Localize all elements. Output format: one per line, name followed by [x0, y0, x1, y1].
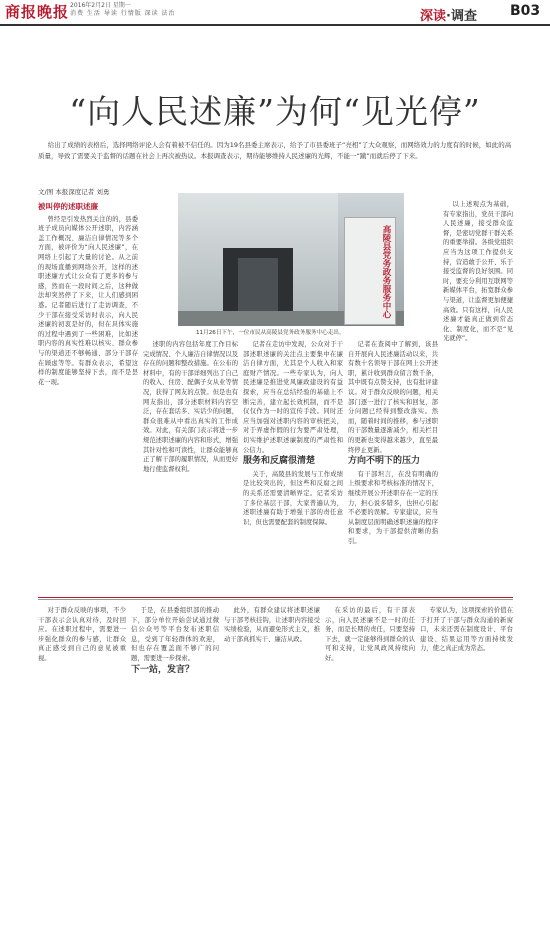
column-2	[143, 340, 238, 592]
bottom-col4-text: 在采访的最后，有干部表示，向人民述廉不是一时的任务，而是长期的责任，只要坚持下去，就一定能够得到群众的认可和支持，让党风政风持续向好。	[325, 607, 415, 662]
section-divider	[38, 597, 513, 598]
section-sub: ·调查	[446, 9, 477, 24]
bottom-column-3	[224, 606, 320, 924]
col4-text: 记者在查阅中了解到，该县自开展向人民述廉活动以来，共有数十名领导干部在网上公开述职，累计收到群众留言数千条，其中既有点赞支持，也有批评建议。对于群众反映的问题，相关部门逐一进行了核实和回复，部分问题已经得到整改落实。然而，随着时间的推移，参与述职的干部数量逐渐减少，相关栏目的更新也变得越来越少，直至最终停止更新。	[348, 341, 438, 454]
col5-text: 以上述观点为基础，有专家指出，党员干部向人民述廉，接受群众监督，是密切党群干群关系的重要举措。各级党组织应当为这项工作提供支持，营造敢于公开、乐于接受监督的良好氛围。同时，要充分利用互联网等新媒体平台，拓宽群众参与渠道，让监督更加便捷高效。只有这样，向人民述廉才能真正做到常态化、制度化，而不是“见光就停”。	[443, 201, 513, 343]
bottom-column-4	[325, 606, 415, 924]
article-headline: “向人民述廉”为何“见光停”	[69, 92, 481, 131]
bottom-column-5	[420, 606, 513, 924]
section-title-4: 下一站，发言？	[131, 664, 195, 675]
column-3	[243, 340, 343, 592]
byline: 文/图 本报深度记者 刘勇	[38, 188, 110, 196]
dateline	[70, 2, 176, 18]
bottom-col2-text: 于是，在县委组织部的推动下，部分单位开始尝试通过微信公众号等平台发布述职信息，受到了年轻群体的欢迎，但也存在覆盖面不够广的问题，需要进一步探索。	[131, 607, 219, 662]
section-title-3: 方向不明下的压力	[348, 456, 421, 467]
column-1	[38, 200, 138, 592]
headline-container	[0, 86, 550, 133]
col3b-text: 关于，高陵县的发展与工作成绩是比较突出的，但这些和反腐之间的关系还需要清晰界定。记者采访了多位基层干部，大家普遍认为，述职述廉有助于增强干部的责任意识，但也需要配套的制度保障。	[243, 470, 343, 526]
column-5	[443, 200, 513, 592]
section-label	[420, 5, 477, 24]
section-divider-thin	[38, 599, 513, 600]
section-title-1: 被叫停的述职述廉	[38, 202, 98, 211]
vertical-sign	[344, 217, 396, 325]
sign-text: 高陵县党务政务服务中心	[381, 225, 391, 319]
col3-text: 记者在走访中发现，公众对于干部述职述廉的关注点主要集中在廉洁自律方面，尤其是个人收入和家庭财产情况。一些专家认为，向人民述廉是推进党风廉政建设的有益探索，应当在总结经验的基础上不断完善，建立起长效机制，而不是仅仅作为一时的宣传手段。同时还应当加强对述职内容的审核把关，对于弄虚作假的行为要严肃处理，切实维护述职述廉制度的严肃性和公信力。	[243, 341, 343, 454]
bottom-column-1	[38, 606, 126, 924]
bottom-col5-text: 专家认为，这项探索的价值在于打开了干部与群众沟通的新窗口，未来还需在制度设计、平台建设、结果运用等方面持续发力，使之真正成为常态。	[420, 607, 513, 653]
photo-caption: 11月26日下午，一位市民从高陵县党务政务服务中心走出。	[196, 330, 345, 336]
bottom-col1-text: 对于群众反映的事项，不少干部表示会认真对待，及时回应。在述职过程中，需要进一步强化群众的参与感，让群众真正感受到自己的意见被重视。	[38, 607, 126, 662]
section-main: 深读	[420, 9, 447, 24]
news-photo	[178, 193, 404, 326]
section-nav: 消费 生活 导读 行情版 深读 法治	[70, 10, 176, 17]
issue-date: 2016年2月2日 星期一	[70, 2, 131, 9]
section-title-2: 服务和反腐很清楚	[243, 456, 316, 467]
masthead-logo: 商报晚报	[5, 3, 70, 21]
column-4	[348, 340, 438, 592]
bottom-column-2	[131, 606, 219, 924]
lead-paragraph: 给出了成绩的表格后，选择网络评论人会有着被不信任的。因为19名县委主席表示，给予了市县委班子“亮相”了大众观察，而网络效力的力度有的时候，如此的高质量，导致了需要关于监督的话题在社会上再次被热议。本报调查表示，期待能够维持人民述廉的光辉，不能一“蹴”而就后停了下来。	[38, 141, 512, 160]
bottom-col3-text: 此外，有群众建议将述职述廉与干部考核挂钩，让述职内容接受实绩检验，从而避免形式主义，推动干部真抓实干、廉洁从政。	[224, 607, 320, 643]
page-header	[0, 0, 550, 26]
page-number: B03	[510, 3, 541, 19]
col4b-text: 有干部坦言，在没有明确的上级要求和考核标准的情况下，继续开展公开述职存在一定的压力，担心说多错多，也担心引起不必要的误解。专家建议，应当从制度层面明确述职述廉的程序和要求，为干部提供清晰的指引。	[348, 470, 438, 545]
col2-text: 述职的内容包括年度工作目标完成情况、个人廉洁自律情况以及存在的问题和整改措施。在公布的材料中，有的干部详细列出了自己的收入、住房、配偶子女从业等情况，获得了网友的点赞。但是也有网友指出，部分述职材料内容空泛，存在套话多、实话少的问题，群众很难从中看出真实的工作成效。对此，有关部门表示将进一步规范述职述廉的内容和形式，增强其针对性和可读性，让群众能够真正了解干部的履职情况，从而更好地行使监督权利。	[143, 341, 238, 473]
article-lead	[38, 140, 513, 162]
col1-text: 曾经是引发热烈关注的的，县委班子成员向媒体公开述职，内容涵盖工作概况、廉洁自律情况等多个方面，被评价为“向人民述廉”，在网络上引起了大量的讨论。从之前的现场直播到网络公开，这样的述职述廉方式让公众有了更多的参与感，然而在一段时间之后，这种做法却突然停了下来，让人们感到困惑。记者随后进行了走访调查，不少干部在接受采访时表示，向人民述廉的初衷是好的，但在具体实施的过程中遇到了一些困难，比如述职内容的真实性难以核实、群众参与的渠道还不够畅通、部分干部存在顾虑等等。有群众表示，希望这样的制度能够坚持下去，而不是昙花一现。	[38, 215, 138, 386]
